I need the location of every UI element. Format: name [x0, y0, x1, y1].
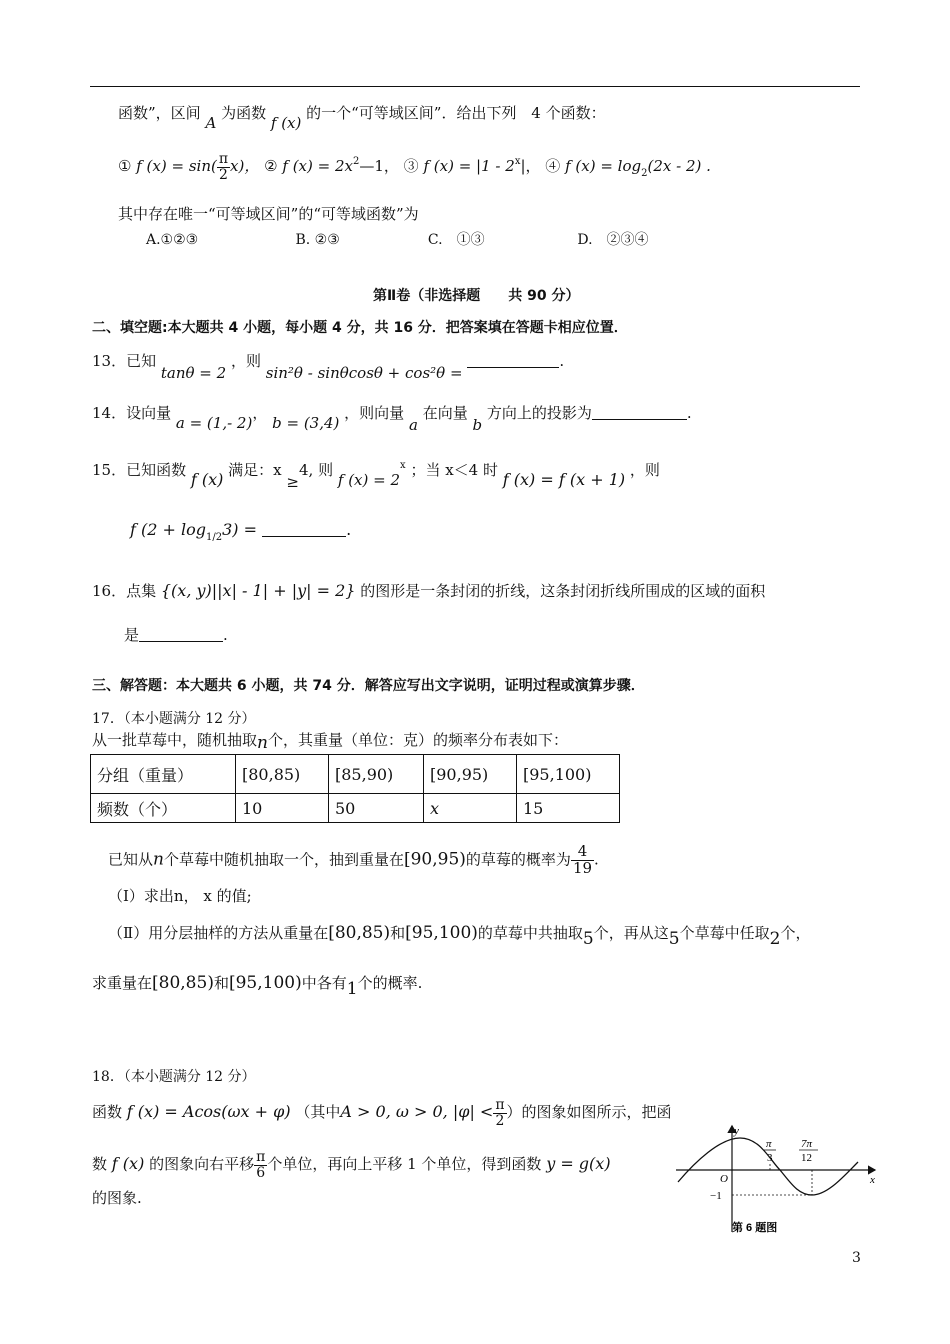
table-header-cell: 频数（个） — [91, 794, 236, 823]
question-16-line2: 是 . — [124, 626, 228, 644]
x-axis-label: x — [870, 1174, 875, 1186]
question-16: 16．点集 {(x, y)||x| - 1| + |y| = 2} 的图形是一条封闭的折线，这条封闭折线所围成的区域的面积 — [92, 581, 766, 600]
function-2: f (x) = 2x — [282, 157, 353, 176]
option-c: C. ①③ — [427, 232, 485, 248]
table-cell: 50 — [329, 794, 424, 823]
tick1-den: 3 — [767, 1152, 773, 1164]
tick2-den: 12 — [801, 1152, 812, 1164]
function-3: f (x) = |1 - 2 — [423, 157, 515, 176]
option-d: D. ②③④ — [577, 232, 649, 248]
figure-caption: 第 6 题图 — [732, 1222, 778, 1234]
table-cell: [95,100) — [517, 755, 620, 794]
question-17-intro: 从一批草莓中，随机抽取n个，其重量（单位：克）的频率分布表如下： — [92, 731, 568, 753]
header-rule — [90, 86, 860, 87]
option-b: B. ②③ — [295, 232, 340, 248]
question-17-part2-line2: 求重量在[80,85)和[95,100)中各有1个的概率. — [92, 973, 423, 999]
answer-blank-14[interactable] — [592, 405, 687, 420]
tick1-num: π — [766, 1138, 772, 1150]
question-17-part1: （Ⅰ）求出n， x 的值; — [108, 887, 252, 905]
p12-question: 其中存在唯一“可等域区间”的“可等域函数”为 — [118, 205, 419, 223]
question-18-line3: 的图象. — [92, 1189, 142, 1207]
function-1: f (x) = sin( — [136, 157, 217, 176]
answer-blank-16[interactable] — [139, 627, 223, 642]
question-15: 15．已知函数 f (x) 满足：x ≥4, 则 f $(x) = 2^x$ ；当 x＜4 时 f (x) = f (x + 1) ，则 — [92, 460, 660, 491]
question-13: 13．已知 tanθ = 2 ，则 sin²θ - sinθcosθ + cos²θ = . — [92, 352, 565, 382]
table-cell: 15 — [517, 794, 620, 823]
answer-blank-15[interactable] — [262, 522, 346, 537]
answer-blank-13[interactable] — [467, 353, 559, 368]
table-row — [91, 755, 620, 794]
question-18-line1: 函数 f (x) = Acos(ωx + φ) （其中A > 0, ω > 0, |φ| < $\frac{\pi}{2}$ ）的图象如图所示，把函 — [92, 1097, 672, 1129]
origin-label: O — [720, 1173, 728, 1185]
function-4: f (x) = log — [565, 157, 642, 176]
p12-options — [146, 229, 649, 249]
p12-line1: 函数”，区间 A 为函数 f (x) 的一个“可等域区间”．给出下列 4 个函数： — [118, 104, 606, 132]
question-15-ask: f $(2 + \log_{1/2}3)$ = . — [130, 520, 352, 543]
question-17-title: 17．（本小题满分 12 分） — [92, 711, 256, 727]
y-axis-label: y — [734, 1125, 739, 1137]
question-18-title: 18．（本小题满分 12 分） — [92, 1069, 256, 1085]
table-cell: [80,85) — [236, 755, 329, 794]
question-18-line2: 数 f (x) 的图象向右平移 $\frac{\pi}{6}$ 个单位，再向上平移 1 个单位，得到函数 y = g(x) — [92, 1149, 611, 1181]
page-number: 3 — [852, 1250, 861, 1266]
y-tick-label: −1 — [710, 1190, 722, 1202]
table-cell: 10 — [236, 794, 329, 823]
p12-functions: ① f (x) = sin( $\frac{\pi}{2}$ x)， ② f $(x) = 2x^2—1$， ③ f (x) = |1 - 2$^x$|， ④ f $(x) = \log_2(2x - 2)$ . — [118, 151, 711, 183]
frequency-table — [90, 754, 620, 823]
section2-heading: 二、填空题:本大题共 4 小题，每小题 4 分，共 16 分．把答案填在答题卡相应位置． — [92, 320, 628, 336]
section2-title: 第Ⅱ卷（非选择题 共 90 分） — [373, 288, 580, 304]
tick2-num: 7π — [801, 1138, 813, 1150]
question-17-part2: （Ⅱ）用分层抽样的方法从重量在[80,85)和[95,100)的草莓中共抽取5个，再从这5个草莓中任取2个， — [108, 923, 811, 949]
table-cell: [90,95) — [424, 755, 517, 794]
table-cell: x — [424, 794, 517, 823]
option-a: A.①②③ — [146, 232, 199, 248]
cosine-graph-figure — [670, 1120, 885, 1235]
question-17-known: 已知从n个草莓中随机抽取一个，抽到重量在[90,95)的草莓的概率为 $\frac{4}{19}$ . — [108, 842, 599, 877]
section3-heading: 三、解答题：本大题共 6 小题，共 74 分．解答应写出文字说明，证明过程或演算步骤． — [92, 678, 645, 694]
table-header-cell: 分组（重量） — [91, 755, 236, 794]
question-14: 14．设向量 a = (1,- 2)， b = (3,4) ，则向量 a 在向量 b 方向上的投影为 . — [92, 404, 692, 434]
table-row — [91, 794, 620, 823]
table-cell: [85,90) — [329, 755, 424, 794]
